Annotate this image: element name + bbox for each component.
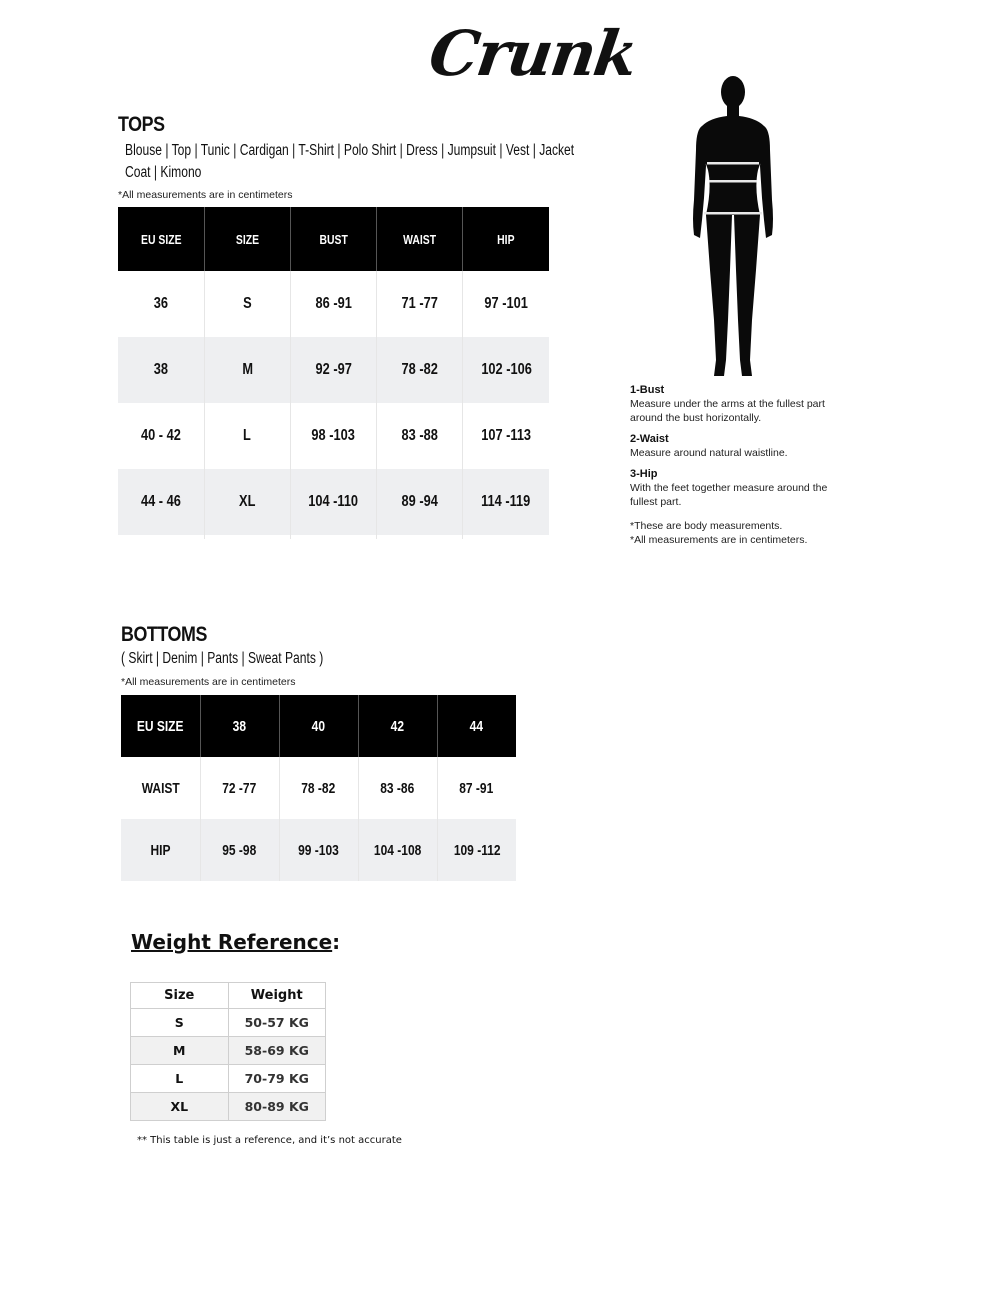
cell-value: 72 -77 xyxy=(200,757,279,819)
column-header-38: 38 xyxy=(200,695,279,757)
column-header-weight: Weight xyxy=(228,983,326,1009)
body-silhouette-icon xyxy=(680,70,790,382)
table-row xyxy=(121,819,516,881)
table-row xyxy=(121,757,516,819)
cell-weight: 70-79 KG xyxy=(228,1065,326,1093)
column-header-bust: BUST xyxy=(290,207,376,271)
cell-bust: 98 -103 xyxy=(290,403,376,469)
measure-item-hip: 3-Hip With the feet together measure around the fullest part. xyxy=(630,468,828,508)
cell-eu-size: 38 xyxy=(118,337,204,403)
tops-size-table xyxy=(118,207,549,539)
table-row xyxy=(131,1037,326,1065)
cell-size: S xyxy=(204,271,290,337)
cell-value: 83 -86 xyxy=(358,757,437,819)
cell-hip: 107 -113 xyxy=(463,403,549,469)
cell-bust: 104 -110 xyxy=(290,469,376,535)
cell-eu-size: 44 - 46 xyxy=(118,469,204,535)
table-header-row xyxy=(131,983,326,1009)
cell-value: 104 -108 xyxy=(358,819,437,881)
tops-title: TOPS xyxy=(118,113,165,136)
table-header-row xyxy=(121,695,516,757)
cell-waist: 71 -77 xyxy=(377,271,463,337)
measure-item-waist: 2-Waist Measure around natural waistline. xyxy=(630,433,788,459)
cell-size: L xyxy=(204,403,290,469)
cell-size: S xyxy=(131,1009,229,1037)
table-row xyxy=(118,403,549,469)
table-row xyxy=(118,271,549,337)
tops-categories-line1: Blouse | Top | Tunic | Cardigan | T-Shirt | Polo Shirt | Dress | Jumpsuit | Vest | Jacket xyxy=(125,142,575,159)
cell-hip: 114 -119 xyxy=(463,469,549,535)
measurement-notes xyxy=(630,519,850,547)
row-label-hip: HIP xyxy=(121,819,200,881)
table-tail-spacer xyxy=(118,535,549,539)
weight-reference-table xyxy=(130,982,326,1121)
cell-weight: 50-57 KG xyxy=(228,1009,326,1037)
cell-eu-size: 36 xyxy=(118,271,204,337)
cell-hip: 97 -101 xyxy=(463,271,549,337)
weight-reference-title: Weight Reference: xyxy=(131,930,341,954)
weight-disclaimer: ** This table is just a reference, and it’s not accurate xyxy=(137,1135,402,1146)
body-measurement-note: *These are body measurements. xyxy=(630,520,783,532)
cell-value: 109 -112 xyxy=(437,819,516,881)
cell-size: XL xyxy=(204,469,290,535)
cell-bust: 92 -97 xyxy=(290,337,376,403)
column-header-44: 44 xyxy=(437,695,516,757)
cell-size: M xyxy=(131,1037,229,1065)
column-header-42: 42 xyxy=(358,695,437,757)
cell-value: 87 -91 xyxy=(437,757,516,819)
cell-value: 78 -82 xyxy=(279,757,358,819)
measurement-guide xyxy=(630,383,850,547)
cell-size: M xyxy=(204,337,290,403)
table-row xyxy=(131,1065,326,1093)
column-header-waist: WAIST xyxy=(377,207,463,271)
centimeters-note: *All measurements are in centimeters. xyxy=(630,534,808,546)
table-row xyxy=(118,469,549,535)
table-row xyxy=(131,1093,326,1121)
table-header-row xyxy=(118,207,549,271)
column-header-eu-size: EU SIZE xyxy=(121,695,200,757)
bottoms-measurement-note: *All measurements are in centimeters xyxy=(121,676,296,688)
cell-value: 99 -103 xyxy=(279,819,358,881)
column-header-size: SIZE xyxy=(204,207,290,271)
cell-size: XL xyxy=(131,1093,229,1121)
brand-logo: Crunk xyxy=(424,17,641,90)
row-label-waist: WAIST xyxy=(121,757,200,819)
cell-size: L xyxy=(131,1065,229,1093)
column-header-size: Size xyxy=(131,983,229,1009)
cell-bust: 86 -91 xyxy=(290,271,376,337)
column-header-hip: HIP xyxy=(463,207,549,271)
cell-waist: 89 -94 xyxy=(377,469,463,535)
column-header-eu-size: EU SIZE xyxy=(118,207,204,271)
cell-waist: 83 -88 xyxy=(377,403,463,469)
cell-hip: 102 -106 xyxy=(463,337,549,403)
cell-value: 95 -98 xyxy=(200,819,279,881)
bottoms-title: BOTTOMS xyxy=(121,623,207,646)
cell-weight: 58-69 KG xyxy=(228,1037,326,1065)
cell-weight: 80-89 KG xyxy=(228,1093,326,1121)
measure-item-bust: 1-Bust Measure under the arms at the fullest part around the bust horizontally. xyxy=(630,384,825,424)
bottoms-categories: ( Skirt | Denim | Pants | Sweat Pants ) xyxy=(121,650,324,667)
cell-waist: 78 -82 xyxy=(377,337,463,403)
tops-measurement-note: *All measurements are in centimeters xyxy=(118,189,293,201)
column-header-40: 40 xyxy=(279,695,358,757)
cell-eu-size: 40 - 42 xyxy=(118,403,204,469)
table-row xyxy=(131,1009,326,1037)
table-row xyxy=(118,337,549,403)
tops-categories-line2: Coat | Kimono xyxy=(125,164,202,181)
bottoms-size-table xyxy=(121,695,516,881)
